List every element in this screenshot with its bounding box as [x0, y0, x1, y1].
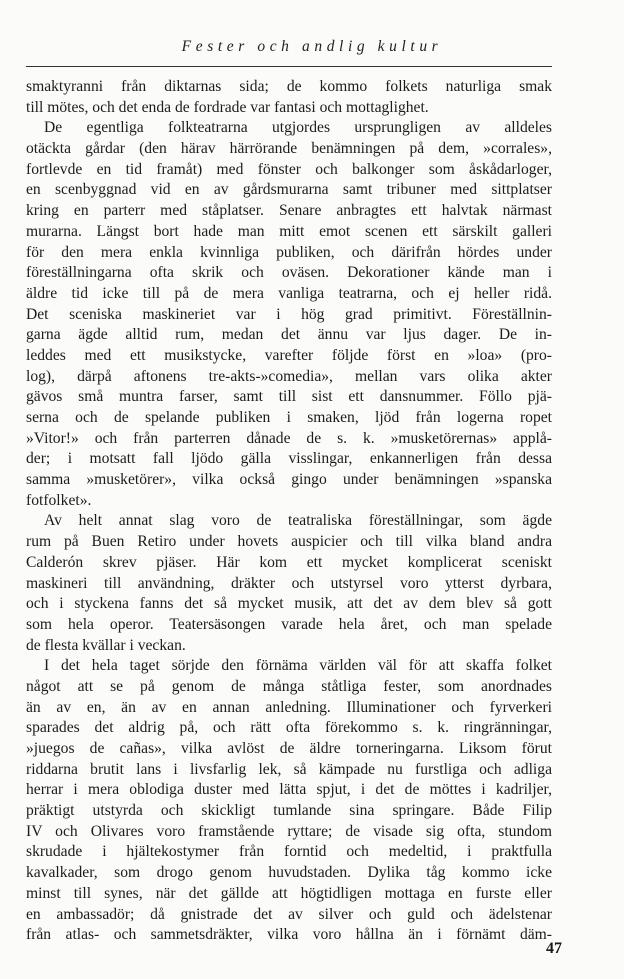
text-line: som hela operor. Teatersäsongen varade hela året, och man spelade — [26, 615, 552, 633]
text-line: äldre tid icke till på de mera vanliga teatrarna, och ej heller ridå. — [26, 284, 552, 302]
text-line: minst till synes, när det gällde att högtidligen mottaga en furste eller — [26, 884, 552, 902]
text-line: »Vitor!» och från parterren dånade de s. k. »musketörernas» applå- — [26, 429, 552, 447]
text-line: en ambassadör; då gnistrade det av silver och guld och ädelstenar — [26, 905, 552, 923]
text-line: de flesta kvällar i veckan. — [26, 636, 186, 654]
text-line: sparades det aldrig på, och rätt ofta förekommo s. k. ringränningar, — [26, 719, 552, 737]
text-line: kavalkader, som drogo genom huvudstaden. Dylika tåg kommo icke — [26, 864, 552, 882]
text-line: »juegos de cañas», vilka avlöst de äldre torneringarna. Liksom förut — [26, 740, 552, 757]
text-line: Calderón skrev pjäser. Här kom ett mycket komplicerat sceniskt — [26, 553, 552, 571]
text-line: och i styckena fanns det så mycket musik, att det av dem blev så gott — [26, 595, 552, 613]
text-line: Det sceniska maskineriet var i hög grad primitivt. Föreställnin- — [26, 305, 552, 323]
text-line: otäckta gårdar (den härav härrörande benämningen på dem, »corrales», — [26, 140, 552, 158]
text-line: fotfolket». — [26, 491, 92, 509]
text-line: maskineri till användning, dräkter och utstyrsel voro ytterst dyrbara, — [26, 574, 552, 592]
page-number: 47 — [546, 940, 562, 957]
text-line: gävos små muntra farser, samt till sist ett dansnummer. Föllo pjä- — [26, 388, 552, 406]
body-text — [26, 77, 552, 946]
text-line: garna ägde alltid rum, medan det ännu var ljus dager. De in- — [26, 326, 552, 344]
text-line: präktigt utstyrda och skickligt tumlande sina springare. Både Filip — [26, 802, 552, 820]
text-line: Av helt annat slag voro de teatraliska föreställningar, som ägde — [44, 512, 552, 530]
text-line: riddarna brutit lans i livsfarlig lek, så kämpade nu furstliga och adliga — [26, 760, 552, 778]
text-line: än av en, än av en annan anledning. Illuminationer och fyrverkeri — [26, 698, 552, 716]
text-line: log), därpå aftonens tre-akts-»comedia», mellan vars olika akter — [26, 367, 552, 385]
header-rule — [26, 66, 552, 67]
text-line: för den mera enkla kvinnliga publiken, och därifrån hördes under — [26, 243, 552, 261]
text-line: en scenbyggnad vid en av gårdsmurarna samt tribuner med sittplatser — [26, 181, 552, 199]
text-line: serna och de spelande publiken i smaken, ljöd från logerna ropet — [26, 409, 552, 426]
text-line: leddes med ett musikstycke, varefter följde först en »loa» (pro- — [26, 346, 552, 364]
running-header: Fester och andlig kultur — [181, 38, 443, 55]
text-line: från atlas- och sammetsdräkter, vilka voro hållna än i förnämt däm- — [26, 926, 552, 944]
text-line: IV och Olivares voro framstående ryttare; de visade sig ofta, stundom — [26, 822, 552, 840]
text-line: rum på Buen Retiro under hovets auspicier och till vilka bland andra — [26, 533, 552, 551]
text-line: fortlevde en tid framåt) med fönster och balkonger som åskådarloger, — [26, 160, 552, 178]
text-line: föreställningarna ofta skrik och oväsen. Dekorationer kände man i — [26, 264, 552, 282]
text-line: till mötes, och det enda de fordrade var fantasi och mottaglighet. — [26, 98, 429, 116]
text-line: der; i motsatt fall ljödo gälla visslingar, enkannerligen från dessa — [26, 450, 552, 468]
text-line: murarna. Längst bort hade man mitt emot scenen ett särskilt galleri — [26, 222, 552, 240]
text-line: samma »musketörer», vilka också gingo under benämningen »spanska — [26, 471, 552, 489]
text-line: smaktyranni från diktarnas sida; de kommo folkets naturliga smak — [26, 78, 552, 95]
text-line: De egentliga folkteatrarna utgjordes ursprungligen av alldeles — [44, 119, 552, 137]
text-line: I det hela taget sörjde den förnäma världen väl för att skaffa folket — [44, 657, 552, 675]
text-line: kring en parterr med ståplatser. Senare anbragtes ett halvtak närmast — [26, 202, 552, 220]
text-line: skrudade i hjältekostymer från forntid och medeltid, i praktfulla — [26, 843, 552, 861]
text-line: något att se på genom de många ståtliga fester, som anordnades — [26, 677, 552, 695]
text-line: herrar i mera oblodiga duster med lätta spjut, i det de möttes i kadriljer, — [26, 781, 552, 799]
